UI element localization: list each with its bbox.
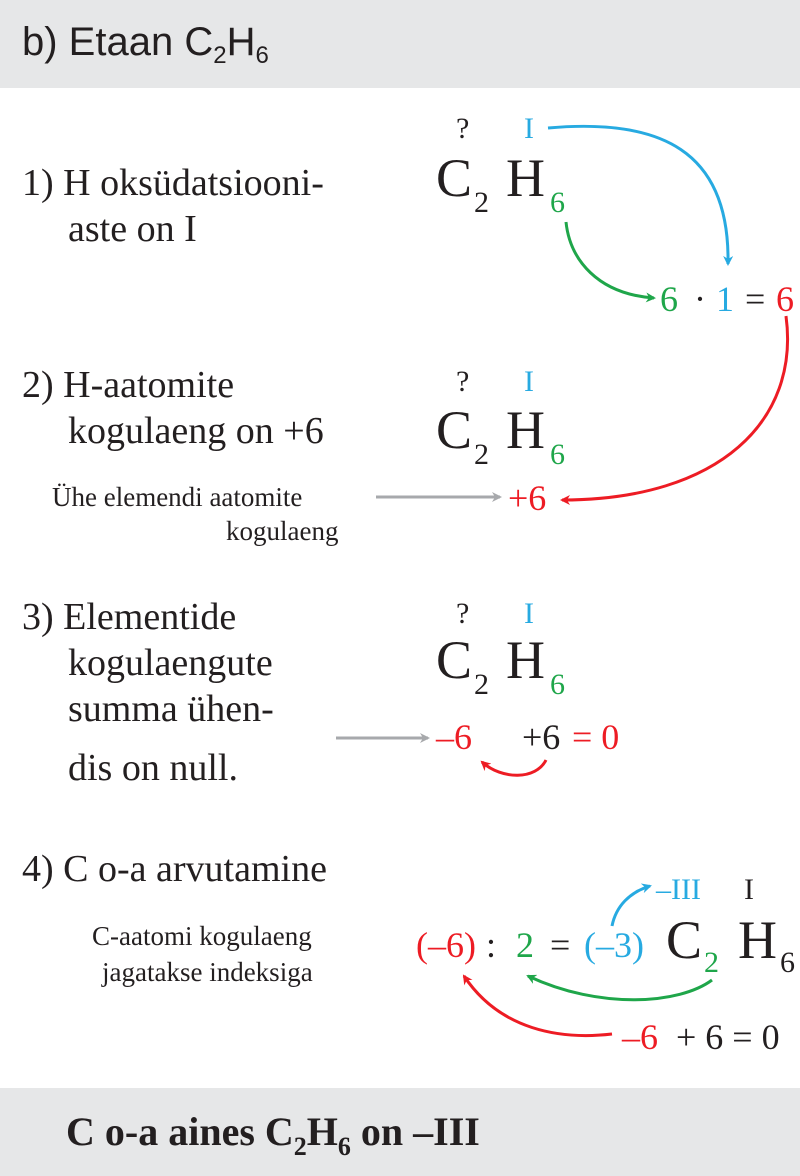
step2-line1: 2) H-aatomite — [22, 364, 235, 406]
arrow-neg3-to-c-ox — [612, 886, 650, 926]
step1-eq-dot: · — [694, 279, 706, 319]
step4-colon: : — [486, 925, 497, 965]
step1-eq-six: 6 — [660, 279, 678, 319]
step4-bottom-neg6: –6 — [622, 1017, 658, 1057]
step4-line1: 4) C o-a arvutamine — [22, 848, 327, 890]
step3-line3: summa ühen- — [68, 688, 274, 730]
step3-line2: kogulaengute — [68, 642, 273, 684]
arrow-h-ox-to-factor — [548, 126, 728, 264]
step4-paren-neg6: (–6) — [416, 925, 476, 965]
step4-c-symbol: C — [666, 910, 703, 970]
footer-bar — [0, 1088, 800, 1176]
step4-h-symbol: H — [738, 910, 777, 970]
step2-line2: kogulaeng on +6 — [68, 410, 324, 452]
step4-h-index: 6 — [780, 946, 795, 979]
step4-c-index: 2 — [704, 946, 719, 979]
step1-c-symbol: C — [436, 148, 473, 208]
arrow-c-index-to-divisor — [528, 976, 712, 1000]
step1-h-index: 6 — [550, 186, 565, 219]
step2-charge: +6 — [508, 478, 547, 518]
step4-two: 2 — [516, 925, 534, 965]
arrow-pos-to-neg — [482, 760, 546, 775]
step3-equals-zero: = 0 — [572, 717, 620, 757]
step1-line1: 1) H oksüdatsiooni- — [22, 162, 324, 204]
step4-bottom-rest: + 6 = 0 — [676, 1017, 780, 1057]
step4-c-ox-label: –III — [656, 873, 701, 906]
step4-equals: = — [550, 925, 571, 965]
step2-unknown-mark: ? — [456, 365, 470, 398]
step3-h-symbol: H — [506, 630, 545, 690]
step1-eq-one: 1 — [716, 279, 734, 319]
step3-h-ox-label: I — [524, 597, 534, 630]
step2-h-index: 6 — [550, 438, 565, 471]
step1-eq-equals: = — [745, 279, 766, 319]
step4-paren-neg3: (–3) — [584, 925, 644, 965]
step4-note-line1: C-aatomi kogulaeng — [92, 921, 312, 951]
step1-eq-result: 6 — [776, 279, 794, 319]
step4-note-line2: jagatakse indeksiga — [102, 957, 313, 987]
step1-unknown-mark: ? — [456, 112, 470, 145]
conclusion: C o-a aines $C_2H_6$ on –III — [66, 1109, 480, 1161]
step1-h-symbol: H — [506, 148, 545, 208]
section-title: b) Etaan $C_2H_6$ — [22, 20, 269, 69]
step3-pos-charge: +6 — [522, 717, 561, 757]
step2-note-line1: Ühe elemendi aatomite — [52, 482, 303, 512]
step3-neg-charge: –6 — [436, 717, 472, 757]
step2-c-symbol: C — [436, 400, 473, 460]
step2-h-ox-label: I — [524, 365, 534, 398]
step1-line2: aste on I — [68, 208, 197, 250]
step3-unknown-mark: ? — [456, 597, 470, 630]
arrow-result-to-charge — [562, 316, 788, 500]
step1-h-ox-label: I — [524, 112, 534, 145]
step3-c-index: 2 — [474, 668, 489, 701]
step2-c-index: 2 — [474, 438, 489, 471]
arrow-bottom-to-paren — [464, 976, 612, 1036]
step3-c-symbol: C — [436, 630, 473, 690]
step3-line1: 3) Elementide — [22, 596, 237, 638]
step2-h-symbol: H — [506, 400, 545, 460]
step2-note-line2: kogulaeng — [226, 516, 339, 546]
step3-h-index: 6 — [550, 668, 565, 701]
step1-c-index: 2 — [474, 186, 489, 219]
step3-line4: dis on null. — [68, 747, 238, 789]
step4-h-ox-label: I — [744, 873, 754, 906]
arrow-h-index-to-factor — [566, 222, 654, 298]
